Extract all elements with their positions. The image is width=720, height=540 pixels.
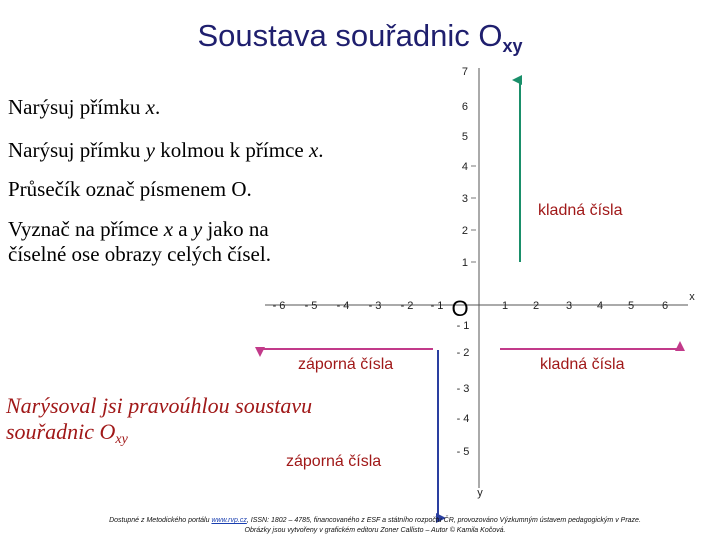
x-tick-label: 2 — [532, 300, 540, 312]
instruction-4: Vyznač na přímce x a y jako na — [8, 217, 269, 241]
x-axis-name: x — [689, 291, 695, 303]
instruction-3: Průsečík označ písmenem O. — [8, 177, 252, 201]
x-tick-label: - 1 — [430, 300, 444, 312]
x-tick-label: 1 — [501, 300, 509, 312]
x-tick-labels — [273, 300, 668, 312]
instruction-2: Narýsuj přímku y kolmou k přímce x. — [8, 138, 324, 162]
footer-credits: Dostupné z Metodického portálu www.rvp.cz, ISSN: 1802 – 4785, financovaného z ESF a státního rozpočtu ČR, provozováno Výzkumným ústavem pedagogickým v Praze. Obrázky jsou vytvořeny v grafickém editoru Zoner Callisto – Autor © Kamila Kočová. — [109, 517, 641, 534]
y-tick-label: 3 — [461, 193, 468, 205]
y-tick-labels-negative — [457, 320, 470, 458]
x-tick-label: 5 — [627, 300, 635, 312]
y-tick-label: 6 — [461, 101, 468, 113]
origin-label: O — [451, 296, 469, 321]
footer-link[interactable]: www.rvp.cz — [211, 517, 247, 524]
y-tick-label: - 1 — [456, 320, 470, 332]
x-tick-label: - 3 — [368, 300, 382, 312]
y-tick-label: - 5 — [456, 446, 470, 458]
instruction-1: Narýsuj přímku x. — [8, 95, 161, 119]
y-tick-label: 7 — [461, 66, 468, 78]
y-tick-label: - 4 — [456, 413, 470, 425]
label-positive-upper: kladná čísla — [538, 202, 623, 219]
y-tick-label: 2 — [461, 225, 468, 237]
y-tick-label: - 2 — [456, 347, 470, 359]
y-tick-label: 4 — [461, 161, 468, 173]
x-tick-label: - 4 — [336, 300, 350, 312]
x-tick-label: 6 — [661, 300, 669, 312]
y-tick-label: - 3 — [456, 383, 470, 395]
x-tick-label: - 6 — [272, 300, 286, 312]
y-tick-label: 5 — [461, 131, 468, 143]
x-tick-label: 3 — [565, 300, 573, 312]
label-positive-right: kladná čísla — [540, 356, 625, 373]
x-tick-label: - 5 — [304, 300, 318, 312]
x-tick-label: - 2 — [400, 300, 414, 312]
y-axis-name: y — [477, 487, 483, 499]
label-negative-left: záporná čísla — [298, 356, 394, 373]
x-tick-label: 4 — [596, 300, 604, 312]
y-tick-labels-positive — [462, 66, 468, 269]
label-negative-lower: záporná čísla — [286, 453, 382, 470]
summary-text: Narýsoval jsi pravoúhlou soustavu souřadnic $O_{xy}$ — [6, 393, 313, 447]
y-tick-label: 1 — [461, 257, 468, 269]
instruction-5: číselné ose obrazy celých čísel. — [8, 242, 271, 266]
page-title: Soustava souřadnic $O_{xy}$ — [197, 18, 523, 56]
